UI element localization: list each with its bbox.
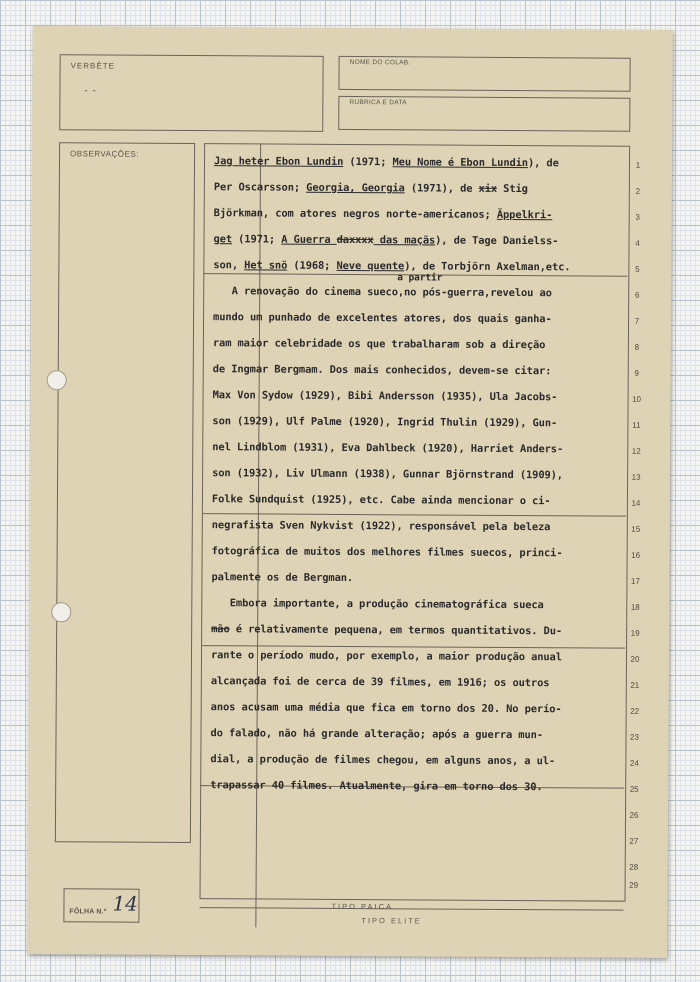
punch-hole-top [47,370,67,390]
line-number: 22 [630,706,640,716]
title-portuguese: A Guerra [281,233,337,246]
line-number: 29 [629,880,639,890]
title-swedish: Het snö [244,259,288,272]
text-line-14: Folke Sundquist (1925), etc. Cabe ainda mencionar o ci- [211,493,551,508]
text-line-20: rante o período mudo, por exemplo, a maior produção anual [210,649,562,664]
line-number: 1 [635,160,641,170]
text-line-10: Max Von Sydow (1929), Bibi Andersson (1935), Ula Jacobs- [212,389,558,404]
observacoes-label: OBSERVAÇÕES: [70,149,139,159]
text-line-19 [211,623,562,637]
text-line-12: nel Lindblom (1931), Eva Dahlbeck (1920), Harriet Anders- [212,441,564,456]
text-fragment: é relativamente pequena, em termos quantitativos. Du- [229,623,563,638]
nome-colab-box [338,56,630,92]
title-portuguese: Neve quente [336,259,405,273]
line-number: 23 [630,732,639,742]
title-portuguese: Meu Nome é Ebon Lundin [392,156,529,170]
verbete-box [59,54,323,132]
struck-out-text: daxxxx [336,233,374,247]
insertion-note: a partir [397,272,443,284]
line-number: 14 [631,498,641,508]
line-number: 8 [634,342,640,352]
verbete-mark: - - [84,85,97,97]
text-fragment: (1971; [343,155,393,169]
rubrica-box [338,96,630,132]
line-number: 21 [630,680,640,690]
line-number: 27 [629,836,639,846]
text-line-25: trapassar 40 filmes. Atualmente, gira em torno dos 30. [210,779,543,794]
folha-label: FÔLHA N.º [69,908,107,916]
line-number: 18 [630,602,640,612]
typed-sheet [27,26,673,958]
nome-colab-label: NOME DO COLAB. [349,58,411,67]
folha-number: 14 [112,891,139,916]
line-number: 25 [629,784,639,794]
text-line-13: son (1932), Liv Ulmann (1938), Gunnar Björnstrand (1909), [212,467,564,482]
line-number: 12 [631,446,641,456]
line-number: 5 [635,264,640,274]
text-line-5 [213,259,570,273]
text-line-3 [214,207,553,221]
observacoes-box [55,142,195,843]
text-line-18: Embora importante, a produção cinematográfica sueca [211,597,544,612]
line-number: 3 [635,212,640,222]
punch-hole-bottom [51,602,71,622]
title-swedish: Jag heter Ebon Lundin [213,155,344,168]
folha-box [63,888,139,922]
text-fragment: Stig [497,182,528,196]
line-number: 4 [635,238,640,248]
line-number: 6 [634,290,640,300]
text-fragment: Björkman, com atores negros norte-americanos; [213,207,497,221]
text-fragment: (1971), de [404,182,479,195]
text-line-11: son (1929), Ulf Palme (1920), Ingrid Thulin (1929), Gun- [212,415,558,430]
title-swedish: Äppelkri- [496,208,553,222]
line-number: 19 [630,628,640,638]
text-line-16: fotográfica de muitos dos melhores filmes suecos, princi- [211,545,563,560]
line-number: 2 [635,186,641,196]
text-fragment: ), de [527,157,559,170]
text-line-24: dial, a produção de filmes chegou, em alguns anos, a ul- [210,753,556,768]
text-line-4 [214,233,559,247]
text-line-17: palmente os de Bergman. [211,571,354,585]
tipo-elite-label: TIPO ELITE [361,916,422,926]
text-fragment: son, [213,259,245,272]
text-fragment: Per Oscarsson; [213,181,307,194]
line-number: 17 [630,576,640,586]
footer-rule [199,907,623,911]
line-number: 11 [632,420,641,430]
text-line-21: alcançada foi de cerca de 39 filmes, em 1916; os outros [210,675,550,690]
line-number: 10 [632,394,642,404]
text-fragment: (1968; [287,259,337,272]
text-line-23: do falado, não há grande alteração; após a guerra mun- [210,727,543,742]
title-swedish: get [213,233,233,246]
text-line-22: anos acusam uma média que fica em torno dos 20. No perío- [210,701,562,716]
text-fragment: ), de Torbjörn Axelman,etc. [404,260,571,274]
text-fragment: (1971; [231,233,282,246]
title-portuguese: das maçãs [373,234,436,247]
verbete-label: VERBÊTE [70,61,115,71]
line-number: 13 [631,472,641,482]
line-number: 26 [629,810,639,820]
text-line-1 [214,155,559,169]
line-number: 20 [630,654,640,664]
line-number: 9 [634,368,639,378]
line-number: 28 [629,862,639,872]
rubrica-label: RUBRICA E DATA [349,98,407,107]
struck-out-text: xix [478,182,498,195]
text-line-6: A renovação do cinema sueco,no pós-guerra,revelou ao [213,285,552,300]
line-number: 7 [634,316,640,326]
line-number: 24 [629,758,639,768]
text-line-8: ram maior celebridade os que trabalharam sob a direção [212,337,546,352]
text-line-9: de Ingmar Bergmam. Dos mais conhecidos, devem-se citar: [212,363,552,378]
text-line-2 [214,181,528,195]
title-swedish: Georgia, Georgia [306,181,405,195]
struck-out-text: mão [211,623,230,636]
text-line-15: negrafista Sven Nykvist (1922), responsável pela beleza [211,519,551,534]
tipo-paica-label: TIPO PAICA [331,901,394,912]
text-fragment: ), de Tage Danielss- [435,234,559,248]
line-number: 16 [631,550,641,560]
line-number: 15 [631,524,641,534]
text-line-7: mundo um punhado de excelentes atores, dos quais ganha- [213,311,552,326]
